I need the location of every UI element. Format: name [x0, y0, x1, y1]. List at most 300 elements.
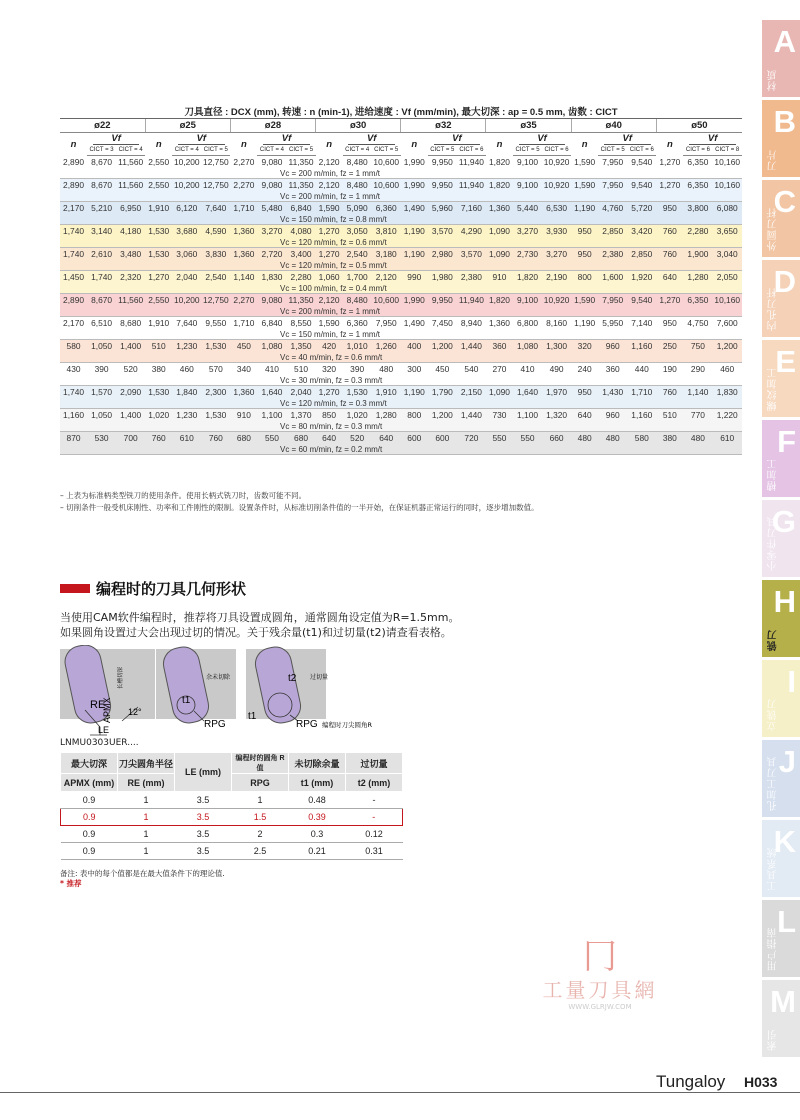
cict-header: CICT = 4 [116, 145, 145, 156]
table-cell: 5,480 [257, 202, 286, 215]
table-cell: 480 [683, 432, 712, 445]
table-cell: 6,510 [87, 317, 116, 330]
table-cell: 10,200 [173, 157, 200, 167]
tab-label: 小零件刀具 [768, 516, 779, 571]
table-cell: 1,990 [401, 294, 428, 307]
table-cell: 760 [145, 432, 172, 445]
le-header: LE (mm) [175, 753, 232, 792]
table-cell: 1,530 [145, 248, 172, 261]
table-cell: 1,440 [457, 409, 486, 422]
condition-note: Vc = 200 m/min, fz = 1 mm/t [60, 168, 742, 179]
table-cell: 2,890 [60, 294, 87, 307]
condition-note-row [60, 444, 742, 455]
table-cell: 340 [230, 363, 257, 376]
tab-e[interactable] [762, 340, 800, 417]
table-cell: 410 [513, 363, 542, 376]
table-cell: 680 [287, 432, 316, 445]
table-cell: 6,950 [116, 202, 145, 215]
cict-header: CICT = 5 [287, 145, 316, 156]
table-cell: 3.5 [175, 843, 232, 860]
table-cell: 750 [683, 340, 712, 353]
vf-header-text: Vf [348, 133, 395, 145]
table-cell: 6,350 [683, 179, 712, 192]
cict-header: CICT = 3 [87, 145, 116, 156]
table-cell: 6,840 [257, 317, 286, 330]
table-cell: 2,730 [513, 248, 542, 261]
table-cell: 2 [232, 826, 289, 843]
table-cell: 760 [656, 386, 683, 399]
table-cell: 10,920 [543, 157, 570, 167]
fig2-uncut-label: 余未切除 [206, 674, 231, 681]
table-cell: 420 [316, 340, 343, 353]
title-bar-mark [60, 584, 90, 593]
table-cell: 2.5 [232, 843, 289, 860]
table-footnote-2: – 切削条件一般受机床刚性、功率和工件刚性的限制。设置条件时，从标准切削条件值的一半开始，在保证机器正常运行的同时，逐步增加数值。 [60, 503, 539, 512]
table-row [60, 409, 742, 422]
vf-header-text: Vf [604, 133, 651, 145]
table-cell: 2,850 [598, 225, 627, 238]
table-row [61, 792, 403, 809]
table-cell: 1,190 [571, 202, 598, 215]
insert-code: LNMU0303UER.... [60, 738, 139, 748]
table-cell: 1,160 [627, 409, 656, 422]
tab-c[interactable] [762, 180, 800, 257]
cict-header: CICT = 4 [257, 145, 286, 156]
table-cell: 1,740 [60, 248, 87, 261]
table-cell: 1,970 [542, 386, 571, 399]
condition-note: Vc = 120 m/min, fz = 0.6 mm/t [60, 237, 742, 248]
fig3-t2-label: t2 [288, 673, 297, 684]
vf-header-text: Vf [689, 133, 736, 145]
vf-header [683, 133, 742, 146]
table-cell: 1,710 [230, 317, 257, 330]
tab-label: 立铣刀 [768, 698, 779, 731]
table-cell: 190 [656, 363, 683, 376]
table-cell: 2,550 [145, 156, 172, 169]
diameter-header: ø28 [230, 119, 315, 133]
fig1-re-label: RE [90, 699, 106, 711]
table-cell: 1,430 [598, 386, 627, 399]
table-cell: 1,080 [257, 340, 286, 353]
intro-paragraph-2: 如果圆角设置过大会出现过切的情况。关于残余量(t1)和过切量(t2)请查看表格。 [60, 626, 452, 639]
table-cell: 4,180 [116, 225, 145, 238]
watermark [520, 937, 680, 1011]
table-cell: 1 [118, 809, 175, 826]
tab-letter: M [770, 984, 796, 1019]
table-cell: 380 [145, 363, 172, 376]
table-cell: 10,160 [714, 180, 741, 190]
condition-note: Vc = 80 m/min, fz = 0.3 mm/t [60, 421, 742, 432]
table-cell: 1.5 [232, 809, 289, 826]
table-cell: 1,280 [372, 409, 401, 422]
table-cell: 1,360 [230, 225, 257, 238]
table-cell: 450 [230, 340, 257, 353]
table-cell: 2,890 [60, 156, 87, 169]
fig3-overcut-label: 过切量 [310, 674, 329, 681]
table-cell: 480 [372, 363, 401, 376]
table-cell: 7,450 [428, 317, 457, 330]
table-cell: 3,570 [457, 248, 486, 261]
n-vf-header-row [60, 133, 742, 146]
table-cell: 1,270 [145, 271, 172, 284]
table-cell: 10,600 [373, 295, 400, 305]
cict-header: CICT = 5 [598, 145, 627, 156]
table-cell: 0.9 [61, 792, 118, 809]
table-cell: 5,950 [598, 317, 627, 330]
t1-header-top: 未切除余量 [289, 753, 346, 774]
table-cell: 2,270 [230, 179, 257, 192]
table-cell: 4,080 [287, 225, 316, 238]
tab-letter: K [773, 824, 796, 859]
table-cell: 2,150 [457, 386, 486, 399]
table-cell: 1,590 [316, 317, 343, 330]
re-header-bottom: RE (mm) [118, 774, 175, 792]
table-cell: 2,550 [145, 179, 172, 192]
table-cell: 1,270 [316, 386, 343, 399]
table-cell: 1,830 [257, 271, 286, 284]
vf-header [513, 133, 571, 146]
cict-header: CICT = 4 [343, 145, 372, 156]
table-cell: 2,170 [60, 317, 87, 330]
table-cell: 1,530 [343, 386, 372, 399]
condition-note: Vc = 200 m/min, fz = 1 mm/t [60, 306, 742, 317]
tab-b[interactable] [762, 100, 800, 177]
table-row [60, 317, 742, 330]
table-cell: 600 [401, 432, 428, 445]
table-cell: 1,980 [428, 271, 457, 284]
table-cell: 1,820 [486, 294, 513, 307]
table-cell: 8,670 [87, 294, 116, 307]
tab-letter: A [773, 24, 796, 59]
table-cell: 960 [598, 409, 627, 422]
table-cell: 1,820 [486, 179, 513, 192]
table-cell: 2,980 [428, 248, 457, 261]
table-cell: 10,920 [543, 295, 570, 305]
table-cell: 0.3 [289, 826, 346, 843]
table-cell: 800 [401, 409, 428, 422]
table-cell: 7,640 [172, 317, 201, 330]
table-cell: 6,360 [372, 202, 401, 215]
table-cell: 1,740 [87, 271, 116, 284]
table-cell: 1,910 [145, 202, 172, 215]
table-cell: 2,540 [201, 271, 230, 284]
table-cell: 2,540 [343, 248, 372, 261]
table-cell: 1,270 [656, 179, 683, 192]
apmx-header-bottom: APMX (mm) [61, 774, 118, 792]
tab-l[interactable] [762, 900, 800, 977]
page-number: H033 [744, 1074, 778, 1090]
condition-note: Vc = 120 m/min, fz = 0.5 mm/t [60, 260, 742, 271]
table-cell: 660 [542, 432, 571, 445]
table-cell: 760 [656, 225, 683, 238]
table-cell: 800 [571, 271, 598, 284]
table-cell: 3,800 [683, 202, 712, 215]
intro-paragraph-1: 当使用CAM软件编程时，推荐将刀具设置成圆角，通常圆角设定值为R=1.5mm。 [60, 611, 460, 624]
rpg-header-top: 编程时的圆角 R 值 [232, 753, 289, 774]
table-row [60, 432, 742, 445]
fig3-rpg-label: RPG [296, 719, 318, 730]
diameter-header: ø25 [145, 119, 230, 133]
tab-m[interactable] [762, 980, 800, 1057]
cict-header: CICT = 6 [542, 145, 571, 156]
table-cell: 10,160 [714, 157, 741, 167]
tab-d[interactable] [762, 260, 800, 337]
table-cell: 7,640 [201, 202, 230, 215]
geometry-body [61, 792, 403, 860]
table-cell: 1,200 [428, 340, 457, 353]
cict-header: CICT = 5 [372, 145, 401, 156]
n-header: n [411, 138, 418, 150]
table-cell: 730 [486, 409, 513, 422]
table-cell: 1,360 [230, 248, 257, 261]
table-cell: 3,050 [343, 225, 372, 238]
table-cell: 1,160 [60, 409, 87, 422]
table-cell: 550 [486, 432, 513, 445]
table-cell: 2,610 [87, 248, 116, 261]
table-cell: 7,160 [457, 202, 486, 215]
tab-k[interactable] [762, 820, 800, 897]
table-cell: 0.31 [346, 843, 403, 860]
table-cell: 2,120 [316, 294, 343, 307]
table-cell: 11,940 [457, 294, 486, 307]
table-row [60, 271, 742, 284]
diameter-header: ø32 [401, 119, 486, 133]
table-cell: 7,950 [372, 317, 401, 330]
table-cell: 320 [571, 340, 598, 353]
table-cell: 11,940 [457, 156, 486, 169]
table-cell: 11,350 [287, 294, 316, 307]
diameter-header: ø35 [486, 119, 571, 133]
table-cell: 1,080 [513, 340, 542, 353]
condition-note: Vc = 40 m/min, fz = 0.6 mm/t [60, 352, 742, 363]
tab-f[interactable] [762, 420, 800, 497]
condition-note-row [60, 398, 742, 409]
table-cell: 12,750 [203, 157, 229, 167]
table-cell: 10,200 [173, 295, 200, 305]
condition-note: Vc = 30 m/min, fz = 0.3 mm/t [60, 375, 742, 386]
table-cell: 4,590 [201, 225, 230, 238]
table-cell: 1,740 [60, 225, 87, 238]
table-cell: 1,920 [627, 271, 656, 284]
table-cell: 1,350 [287, 340, 316, 353]
table-cell: 320 [316, 363, 343, 376]
table-cell: 760 [201, 432, 230, 445]
table-cell: 2,320 [116, 271, 145, 284]
table-cell: 1,590 [571, 179, 598, 192]
table-cell: 2,720 [257, 248, 286, 261]
tab-label: 外圆刀杆 [768, 207, 779, 251]
cict-header: CICT = 6 [457, 145, 486, 156]
table-cell: 3,180 [372, 248, 401, 261]
table-cell: 1,440 [457, 340, 486, 353]
table-cell: 270 [486, 363, 513, 376]
table-cell: 6,800 [513, 317, 542, 330]
table-cell: 1,020 [343, 409, 372, 422]
apmx-header-top: 最大切深 [61, 753, 118, 774]
recommended-legend: * 推荐 [60, 879, 82, 888]
table-cell: 7,950 [598, 156, 627, 169]
n-header: n [666, 138, 673, 150]
brand-name: Tungaloy [656, 1072, 726, 1091]
table-cell: 3,680 [172, 225, 201, 238]
diameter-header-row [60, 119, 742, 133]
table-cell: 1,090 [486, 225, 513, 238]
table-cell: 9,100 [513, 294, 542, 307]
table-cell: 1,200 [428, 409, 457, 422]
table-cell: 910 [230, 409, 257, 422]
table-cell: 7,950 [598, 179, 627, 192]
tab-g[interactable] [762, 500, 800, 577]
condition-note-row [60, 260, 742, 271]
table-row [60, 179, 742, 192]
table-cell: 12,750 [203, 180, 229, 190]
table-cell: 0.9 [61, 843, 118, 860]
table-cell: 640 [571, 409, 598, 422]
vf-header [598, 133, 656, 146]
table-cell: 0.48 [289, 792, 346, 809]
condition-note-row [60, 214, 742, 225]
table-cell: 640 [372, 432, 401, 445]
table-cell: 1,900 [683, 248, 712, 261]
table-cell: 7,950 [598, 294, 627, 307]
table-cell: 9,100 [513, 156, 542, 169]
table-cell: 580 [627, 432, 656, 445]
table-cell: 390 [87, 363, 116, 376]
table-cell: 3,060 [172, 248, 201, 261]
table-cell: 990 [401, 271, 428, 284]
condition-note: Vc = 200 m/min, fz = 1 mm/t [60, 191, 742, 202]
vf-header [257, 133, 315, 146]
tab-h[interactable] [762, 580, 800, 657]
condition-note-row [60, 237, 742, 248]
tab-letter: J [778, 744, 796, 779]
table-cell: 1,820 [486, 156, 513, 169]
table-cell: 1,570 [87, 386, 116, 399]
table-cell: 0.39 [289, 809, 346, 826]
condition-note-row [60, 352, 742, 363]
condition-note-row [60, 168, 742, 179]
table-cell: 400 [401, 340, 428, 353]
table-cell: 640 [656, 271, 683, 284]
t2-header-top: 过切量 [346, 753, 403, 774]
table-cell: 11,560 [116, 294, 145, 307]
table-cell: 700 [116, 432, 145, 445]
table-cell: 2,190 [542, 271, 571, 284]
table-footnote-1: – 上表为标准柄类型铣刀的使用条件。使用长柄式铣刀时，齿数可能不同。 [60, 491, 307, 500]
table-cell: - [346, 792, 403, 809]
table-cell: 610 [172, 432, 201, 445]
tab-label: 孔加工刀具 [768, 756, 779, 811]
table-cell: 2,270 [230, 156, 257, 169]
fig2-t1-label: t1 [182, 695, 191, 706]
table-cell: 8,480 [343, 179, 372, 192]
table-cell: 430 [60, 363, 87, 376]
tab-label: 用户指南 [768, 927, 779, 971]
tab-label: 内孔刀杆 [768, 287, 779, 331]
table-cell: 720 [457, 432, 486, 445]
table-cell: 2,380 [598, 248, 627, 261]
tab-a[interactable] [762, 20, 800, 97]
table-cell: 1,280 [683, 271, 712, 284]
table-cell: 1,160 [627, 340, 656, 353]
table-cell: 1,050 [87, 340, 116, 353]
table-cell: 2,120 [316, 179, 343, 192]
table-row [60, 386, 742, 399]
diameter-header: ø50 [656, 119, 742, 133]
table-row [61, 826, 403, 843]
table-cell: 3,040 [712, 248, 742, 261]
table-cell: 1,100 [513, 409, 542, 422]
table-cell: 1,700 [343, 271, 372, 284]
table-cell: 3,930 [542, 225, 571, 238]
table-cell: 3,830 [201, 248, 230, 261]
fig3-rpg-desc: 编程时刀尖圆角R [322, 721, 373, 729]
table-cell: 1,990 [401, 156, 428, 169]
table-cell: 11,350 [287, 179, 316, 192]
tab-i[interactable] [762, 660, 800, 737]
table-cell: 9,550 [201, 317, 230, 330]
tab-letter: E [775, 344, 796, 379]
table-cell: 1,060 [316, 271, 343, 284]
table-cell: 0.21 [289, 843, 346, 860]
tab-j[interactable] [762, 740, 800, 817]
table-cell: 1,590 [316, 202, 343, 215]
table-cell: 1,320 [542, 409, 571, 422]
table-cell: 360 [486, 340, 513, 353]
table-cell: 1,020 [145, 409, 172, 422]
table-cell: 290 [683, 363, 712, 376]
table-cell: 1,220 [712, 409, 742, 422]
table-cell: 510 [287, 363, 316, 376]
t2-header-bottom: t2 (mm) [346, 774, 403, 792]
table-cell: 360 [598, 363, 627, 376]
table-cell: 850 [316, 409, 343, 422]
table-cell: 3.5 [175, 792, 232, 809]
fig1-le-label: LE [98, 725, 110, 735]
table-cell: 2,300 [201, 386, 230, 399]
table-cell: 610 [712, 432, 742, 445]
cutting-conditions-table [60, 104, 742, 455]
table-cell: 8,670 [87, 156, 116, 169]
table-cell: 1,400 [116, 340, 145, 353]
fig1-side-label: 长槽切深 [118, 666, 124, 689]
table-row [60, 340, 742, 353]
tab-letter: C [773, 184, 796, 219]
cict-header: CICT = 5 [513, 145, 542, 156]
table-cell: 5,440 [513, 202, 542, 215]
table-cell: 510 [656, 409, 683, 422]
condition-note: Vc = 120 m/min, fz = 0.3 mm/t [60, 398, 742, 409]
n-header: n [581, 138, 588, 150]
cict-header: CICT = 6 [683, 145, 712, 156]
table-cell: 490 [542, 363, 571, 376]
table-cell: 950 [656, 202, 683, 215]
table-cell: 1,740 [60, 386, 87, 399]
table-cell: 460 [172, 363, 201, 376]
table-cell: 950 [571, 248, 598, 261]
table-cell: 1,050 [87, 409, 116, 422]
table-cell: 7,600 [712, 317, 742, 330]
table-cell: 950 [571, 386, 598, 399]
table-cell: 6,360 [343, 317, 372, 330]
n-header: n [326, 138, 332, 150]
table-cell: 2,280 [683, 225, 712, 238]
table-cell: 9,080 [257, 179, 286, 192]
diameter-header: ø30 [316, 119, 401, 133]
table-cell: 3,270 [257, 225, 286, 238]
table-row [60, 248, 742, 261]
table-cell: 2,280 [287, 271, 316, 284]
